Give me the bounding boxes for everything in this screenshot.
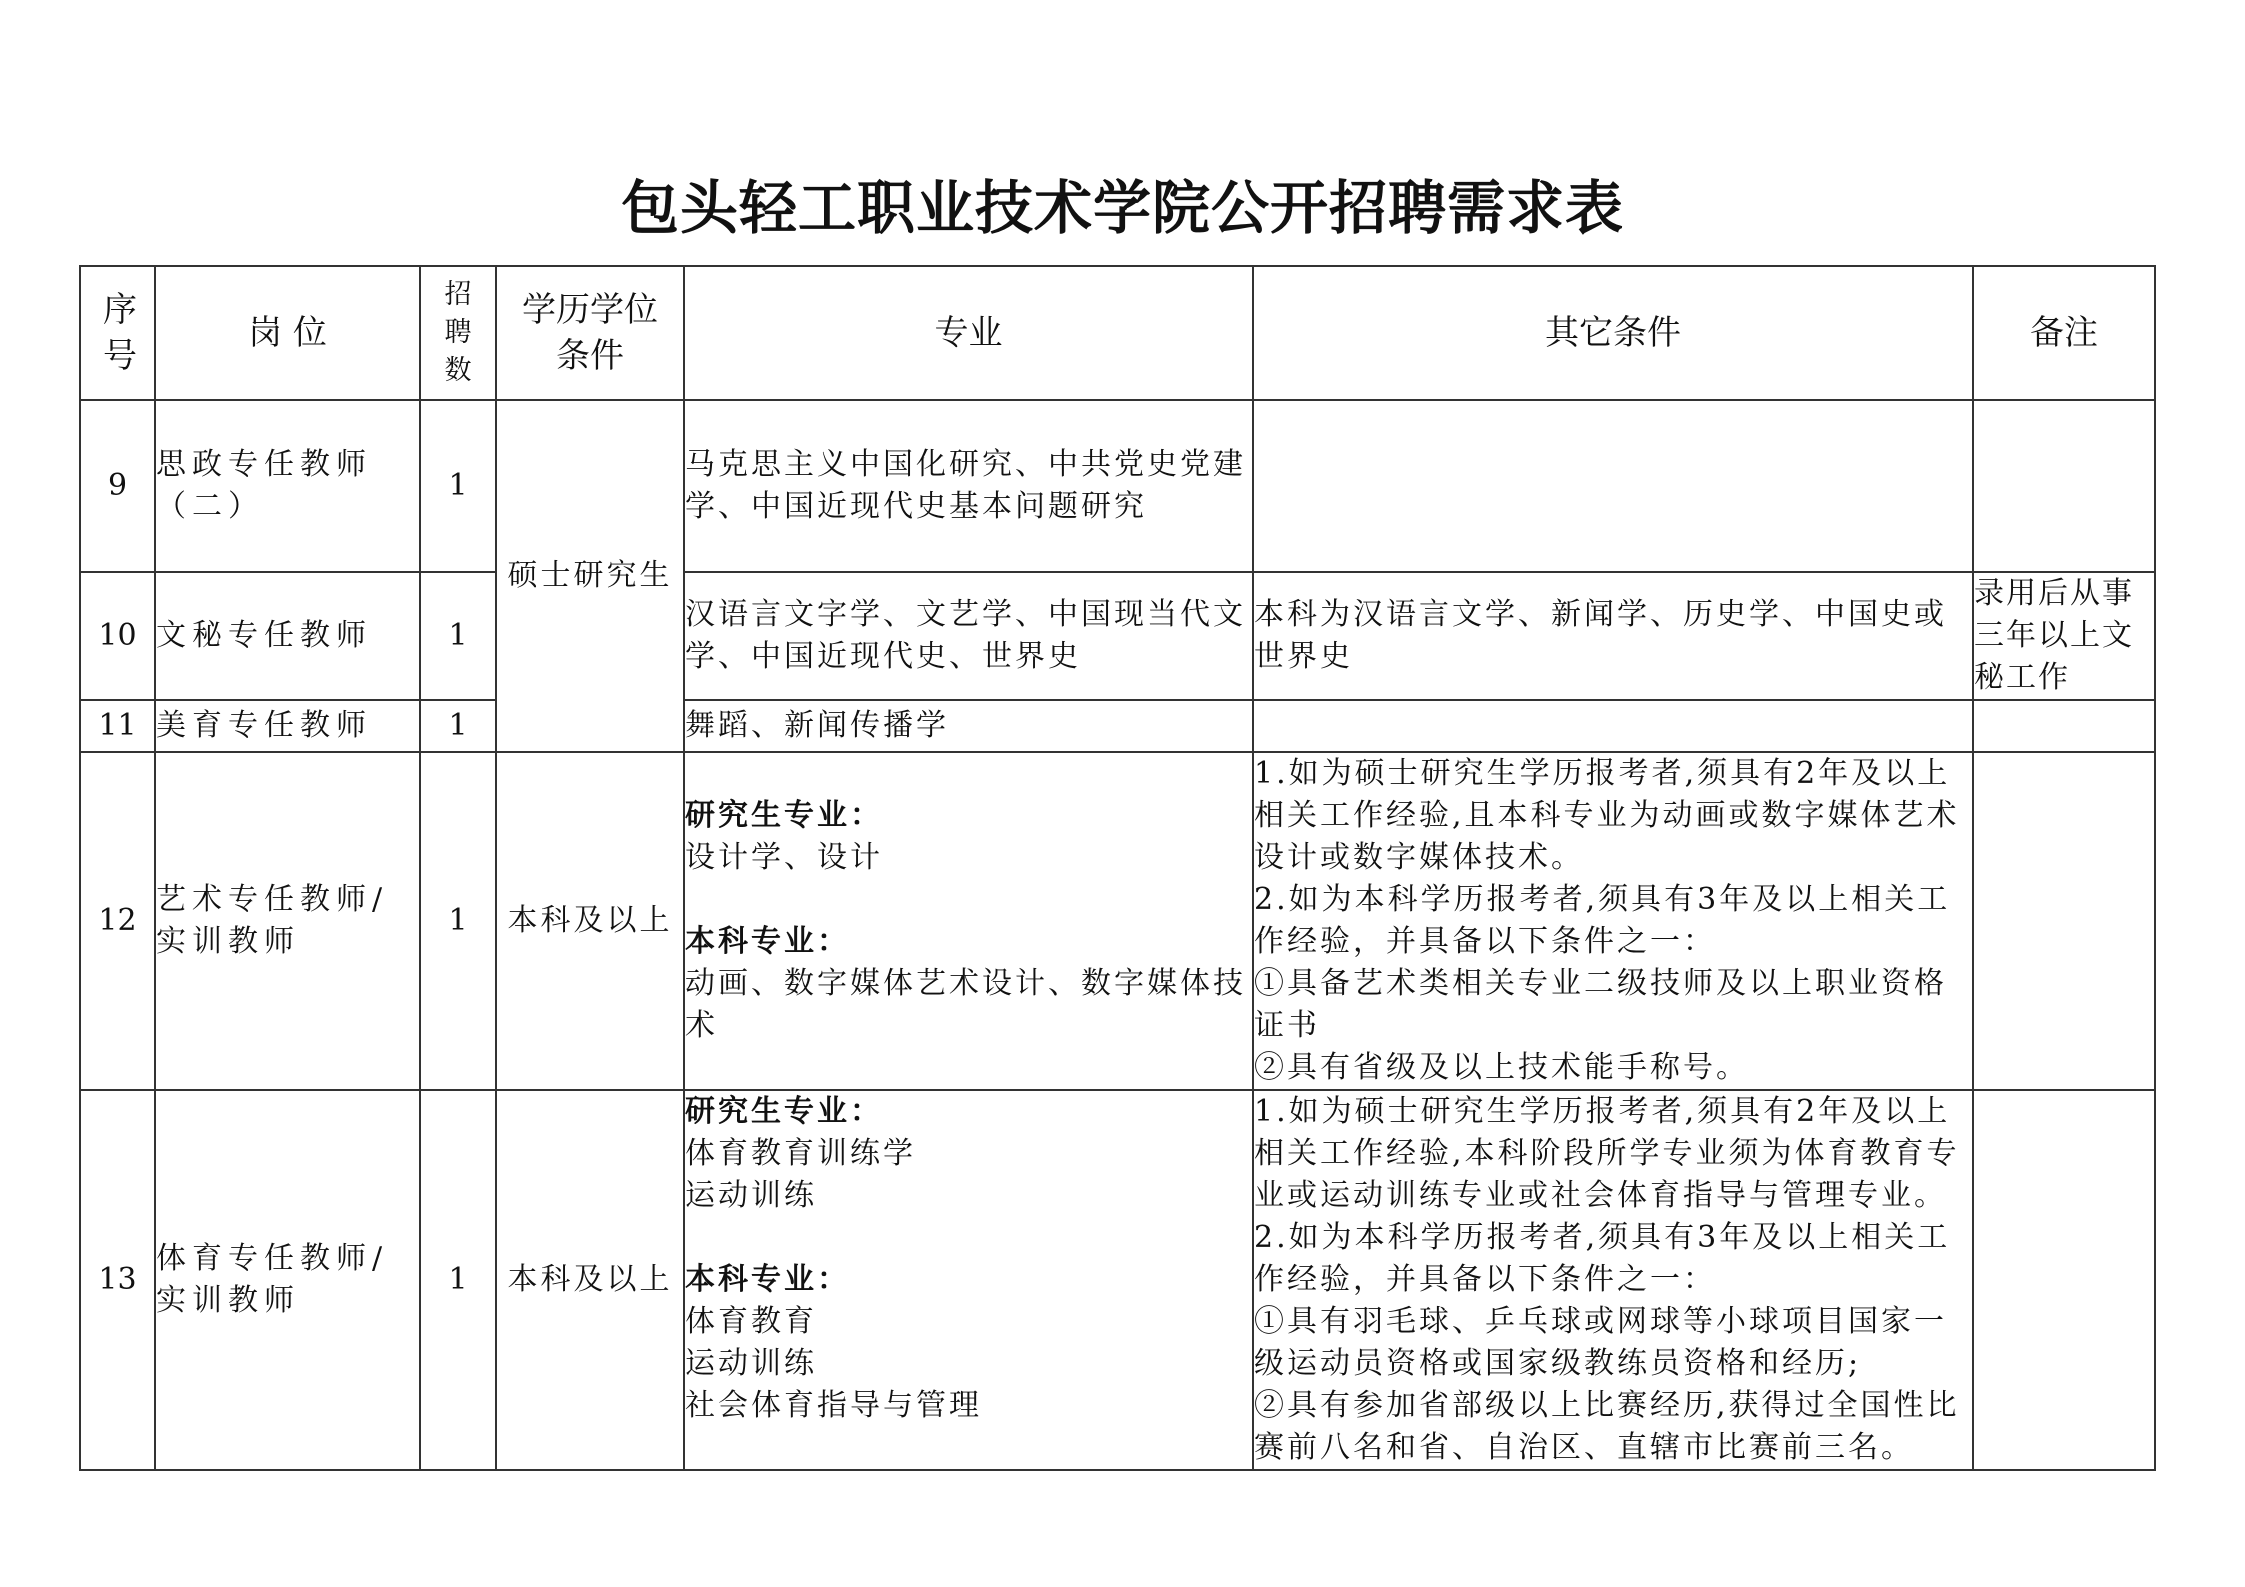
row-remark: 录用后从事三年以上文秘工作 bbox=[1973, 572, 2155, 700]
table-row bbox=[80, 572, 2155, 700]
row-count: 1 bbox=[420, 572, 496, 700]
major-grad-label: 研究生专业： bbox=[685, 798, 883, 833]
header-other: 其它条件 bbox=[1253, 266, 1973, 400]
other-line: ①具备艺术类相关专业二级技师及以上职业资格证书 bbox=[1254, 966, 1947, 1043]
row-other bbox=[1253, 400, 1973, 572]
header-post: 岗 位 bbox=[155, 266, 420, 400]
header-major: 专业 bbox=[684, 266, 1253, 400]
other-line: ②具有参加省部级以上比赛经历,获得过全国性比赛前八名和省、自治区、直辖市比赛前三名。 bbox=[1254, 1388, 1960, 1465]
row-major bbox=[684, 1090, 1253, 1470]
row-seq: 10 bbox=[80, 572, 155, 700]
header-remark: 备注 bbox=[1973, 266, 2155, 400]
major-ug-label: 本科专业： bbox=[685, 1262, 850, 1297]
page-title: 包头轻工职业技术学院公开招聘需求表 bbox=[620, 174, 1624, 242]
major-ug-label: 本科专业： bbox=[685, 924, 850, 959]
row-major: 马克思主义中国化研究、中共党史党建学、中国近现代史基本问题研究 bbox=[684, 400, 1253, 572]
header-count: 招聘数 bbox=[420, 266, 496, 400]
major-ug-value: 动画、数字媒体艺术设计、数字媒体技术 bbox=[685, 966, 1246, 1043]
table-row bbox=[80, 400, 2155, 572]
header-row bbox=[80, 266, 2155, 400]
row-education: 本科及以上 bbox=[496, 1090, 684, 1470]
row-seq: 12 bbox=[80, 752, 155, 1090]
recruitment-table bbox=[79, 265, 2156, 1471]
other-line: ①具有羽毛球、乒乓球或网球等小球项目国家一级运动员资格或国家级教练员资格和经历; bbox=[1254, 1304, 1947, 1381]
row-remark bbox=[1973, 400, 2155, 572]
header-education: 学历学位条件 bbox=[496, 266, 684, 400]
row-seq: 11 bbox=[80, 700, 155, 752]
major-ug-value: 运动训练 bbox=[685, 1346, 817, 1381]
major-grad-label: 研究生专业： bbox=[685, 1094, 883, 1129]
row-major bbox=[684, 752, 1253, 1090]
row-education-merged: 硕士研究生 bbox=[496, 400, 684, 752]
major-grad-value: 设计学、设计 bbox=[685, 840, 883, 875]
row-count: 1 bbox=[420, 700, 496, 752]
other-line: 2.如为本科学历报考者,须具有3年及以上相关工作经验，并具备以下条件之一： bbox=[1254, 1220, 1951, 1297]
row-post: 艺术专任教师/实训教师 bbox=[155, 752, 420, 1090]
header-seq: 序号 bbox=[80, 266, 155, 400]
row-major: 汉语言文字学、文艺学、中国现当代文学、中国近现代史、世界史 bbox=[684, 572, 1253, 700]
row-count: 1 bbox=[420, 1090, 496, 1470]
row-post: 美育专任教师 bbox=[155, 700, 420, 752]
row-post: 文秘专任教师 bbox=[155, 572, 420, 700]
row-major: 舞蹈、新闻传播学 bbox=[684, 700, 1253, 752]
row-post: 体育专任教师/实训教师 bbox=[155, 1090, 420, 1470]
row-other bbox=[1253, 700, 1973, 752]
major-grad-value: 运动训练 bbox=[685, 1178, 817, 1213]
row-education: 本科及以上 bbox=[496, 752, 684, 1090]
row-other: 本科为汉语言文学、新闻学、历史学、中国史或世界史 bbox=[1253, 572, 1973, 700]
other-line: ②具有省级及以上技术能手称号。 bbox=[1254, 1050, 1749, 1085]
row-remark bbox=[1973, 1090, 2155, 1470]
table-row bbox=[80, 1090, 2155, 1470]
table-row bbox=[80, 752, 2155, 1090]
row-remark bbox=[1973, 700, 2155, 752]
row-seq: 9 bbox=[80, 400, 155, 572]
row-count: 1 bbox=[420, 752, 496, 1090]
major-ug-value: 体育教育 bbox=[685, 1304, 817, 1339]
row-other bbox=[1253, 752, 1973, 1090]
other-line: 2.如为本科学历报考者,须具有3年及以上相关工作经验，并具备以下条件之一： bbox=[1254, 882, 1951, 959]
row-seq: 13 bbox=[80, 1090, 155, 1470]
major-grad-value: 体育教育训练学 bbox=[685, 1136, 916, 1171]
other-line: 1.如为硕士研究生学历报考者,须具有2年及以上相关工作经验,本科阶段所学专业须为体育教育专业或运动训练专业或社会体育指导与管理专业。 bbox=[1254, 1094, 1960, 1213]
row-count: 1 bbox=[420, 400, 496, 572]
row-other bbox=[1253, 1090, 1973, 1470]
row-post: 思政专任教师（二） bbox=[155, 400, 420, 572]
other-line: 1.如为硕士研究生学历报考者,须具有2年及以上相关工作经验,且本科专业为动画或数字媒体艺术设计或数字媒体技术。 bbox=[1254, 756, 1960, 875]
major-ug-value: 社会体育指导与管理 bbox=[685, 1388, 982, 1423]
table-row bbox=[80, 700, 2155, 752]
row-remark bbox=[1973, 752, 2155, 1090]
